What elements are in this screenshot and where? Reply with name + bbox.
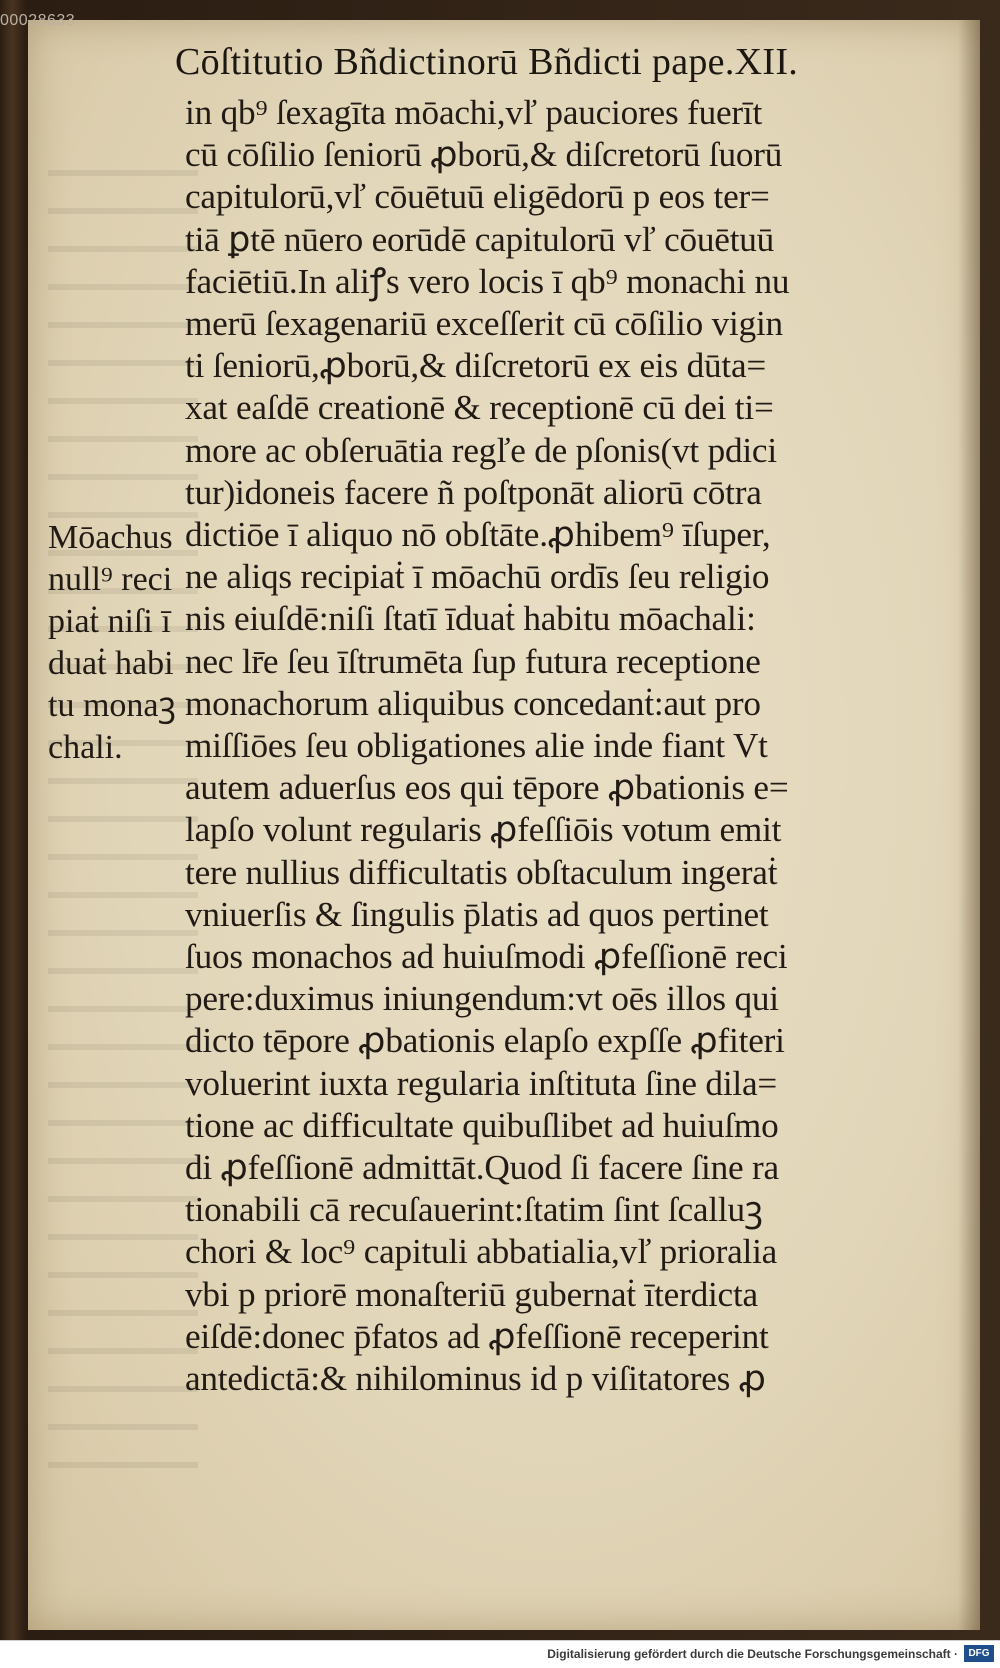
text-line: tur)idoneis facere ñ poſtponāt aliorū cōtra xyxy=(185,472,762,512)
text-line: miſſiōes ſeu obligationes alie inde fiant Vt xyxy=(185,726,768,766)
marginal-note xyxy=(48,517,218,769)
text-line: vniuerſis & ſingulis p̄latis ad quos pertinet xyxy=(185,894,769,934)
text-line: merū ſexagenariū exceſſerit cū cōſilio vigin xyxy=(185,304,783,344)
scan-id-label: 00028633 xyxy=(0,12,76,29)
dfg-logo: DFG xyxy=(964,1645,994,1662)
text-line: pere:duximus iniungendum:vt oēs illos qui xyxy=(185,979,779,1019)
text-line: xat eaſdē creationē & receptionē cū dei ti= xyxy=(185,388,774,428)
text-line: cū cōſilio ſeniorū ꝓborū,& diſcretorū ſuorū xyxy=(185,135,783,175)
text-line: dictiōe ī aliquo nō obſtāte.ꝓhibem⁹ īſuper, xyxy=(185,515,771,555)
text-line: tionabili cā recuſauerint:ſtatim ſint ſcalluꝫ xyxy=(185,1190,763,1230)
text-line: tiā ꝑtē nūero eorūdē capitulorū vľ cōuētuū xyxy=(185,219,775,259)
text-line: lapſo volunt regularis ꝓfeſſiōis votum emit xyxy=(185,810,782,850)
marginal-note-line: duaṫ habi xyxy=(48,645,174,682)
text-line: autem aduerſus eos qui tēpore ꝓbationis e= xyxy=(185,768,789,808)
text-line: capitulorū,vľ cōuētuū eligēdorū p eos ter= xyxy=(185,177,770,217)
text-line: antedictā:& nihilominus id p viſitatores ꝓ xyxy=(185,1359,766,1399)
text-line: voluerint iuxta regularia inſtituta ſine dila= xyxy=(185,1063,778,1103)
marginal-note-line: Mōachus xyxy=(48,519,173,556)
text-line: chori & loc⁹ capituli abbatialia,vľ prioralia xyxy=(185,1232,778,1272)
text-line: more ac obſeruātia regľe de pſonis(vt pdici xyxy=(185,430,777,470)
body-text xyxy=(185,92,955,1400)
marginal-note-line: piaṫ niſi ī xyxy=(48,603,171,640)
footer-bar xyxy=(0,1640,1000,1668)
text-line: faciētiū.In aliꝭs vero locis ī qb⁹ monachi nu xyxy=(185,261,790,301)
marginal-note-line: tu monaꝫ xyxy=(48,687,176,724)
text-line: monachorum aliquibus concedanṫ:aut pro xyxy=(185,683,761,723)
text-line: di ꝓfeſſionē admittāt.Quod ſi facere ſine ra xyxy=(185,1148,779,1188)
text-line: nis eiuſdē:niſi ſtatī īduaṫ habitu mōachali: xyxy=(185,599,756,639)
text-line: tione ac difficultate quibuſlibet ad huiuſmo xyxy=(185,1105,779,1145)
marginal-note-line: chali. xyxy=(48,729,123,766)
text-line: ne aliqs recipiaṫ ī mōachū ordīs ſeu religio xyxy=(185,557,770,597)
funding-credit: Digitalisierung gefördert durch die Deutsche Forschungsgemeinschaft · xyxy=(547,1647,958,1661)
text-line: vbi p priorē monaſteriū gubernaṫ īterdicta xyxy=(185,1274,758,1314)
text-line: ſuos monachos ad huiuſmodi ꝓfeſſionē reci xyxy=(185,937,788,977)
text-line: nec lr̄e ſeu īſtrumēta ſup futura receptione xyxy=(185,641,761,681)
text-line: tere nullius difficultatis obſtaculum ingeraṫ xyxy=(185,852,778,892)
running-header: Cōſtitutio Bñdictinorū Bñdicti pape.XII. xyxy=(175,41,799,83)
text-line: in qb⁹ ſexagīta mōachi,vľ pauciores fuerīt xyxy=(185,93,763,132)
text-line: eiſdē:donec p̄fatos ad ꝓfeſſionē receperint xyxy=(185,1316,769,1356)
text-line: ti ſeniorū,ꝓborū,& diſcretorū ex eis dūta= xyxy=(185,346,767,386)
marginal-note-line: null⁹ reci xyxy=(48,561,173,598)
text-line: dicto tēpore ꝓbationis elapſo expſſe ꝓfiteri xyxy=(185,1021,785,1061)
show-through-shadow xyxy=(48,170,198,1470)
